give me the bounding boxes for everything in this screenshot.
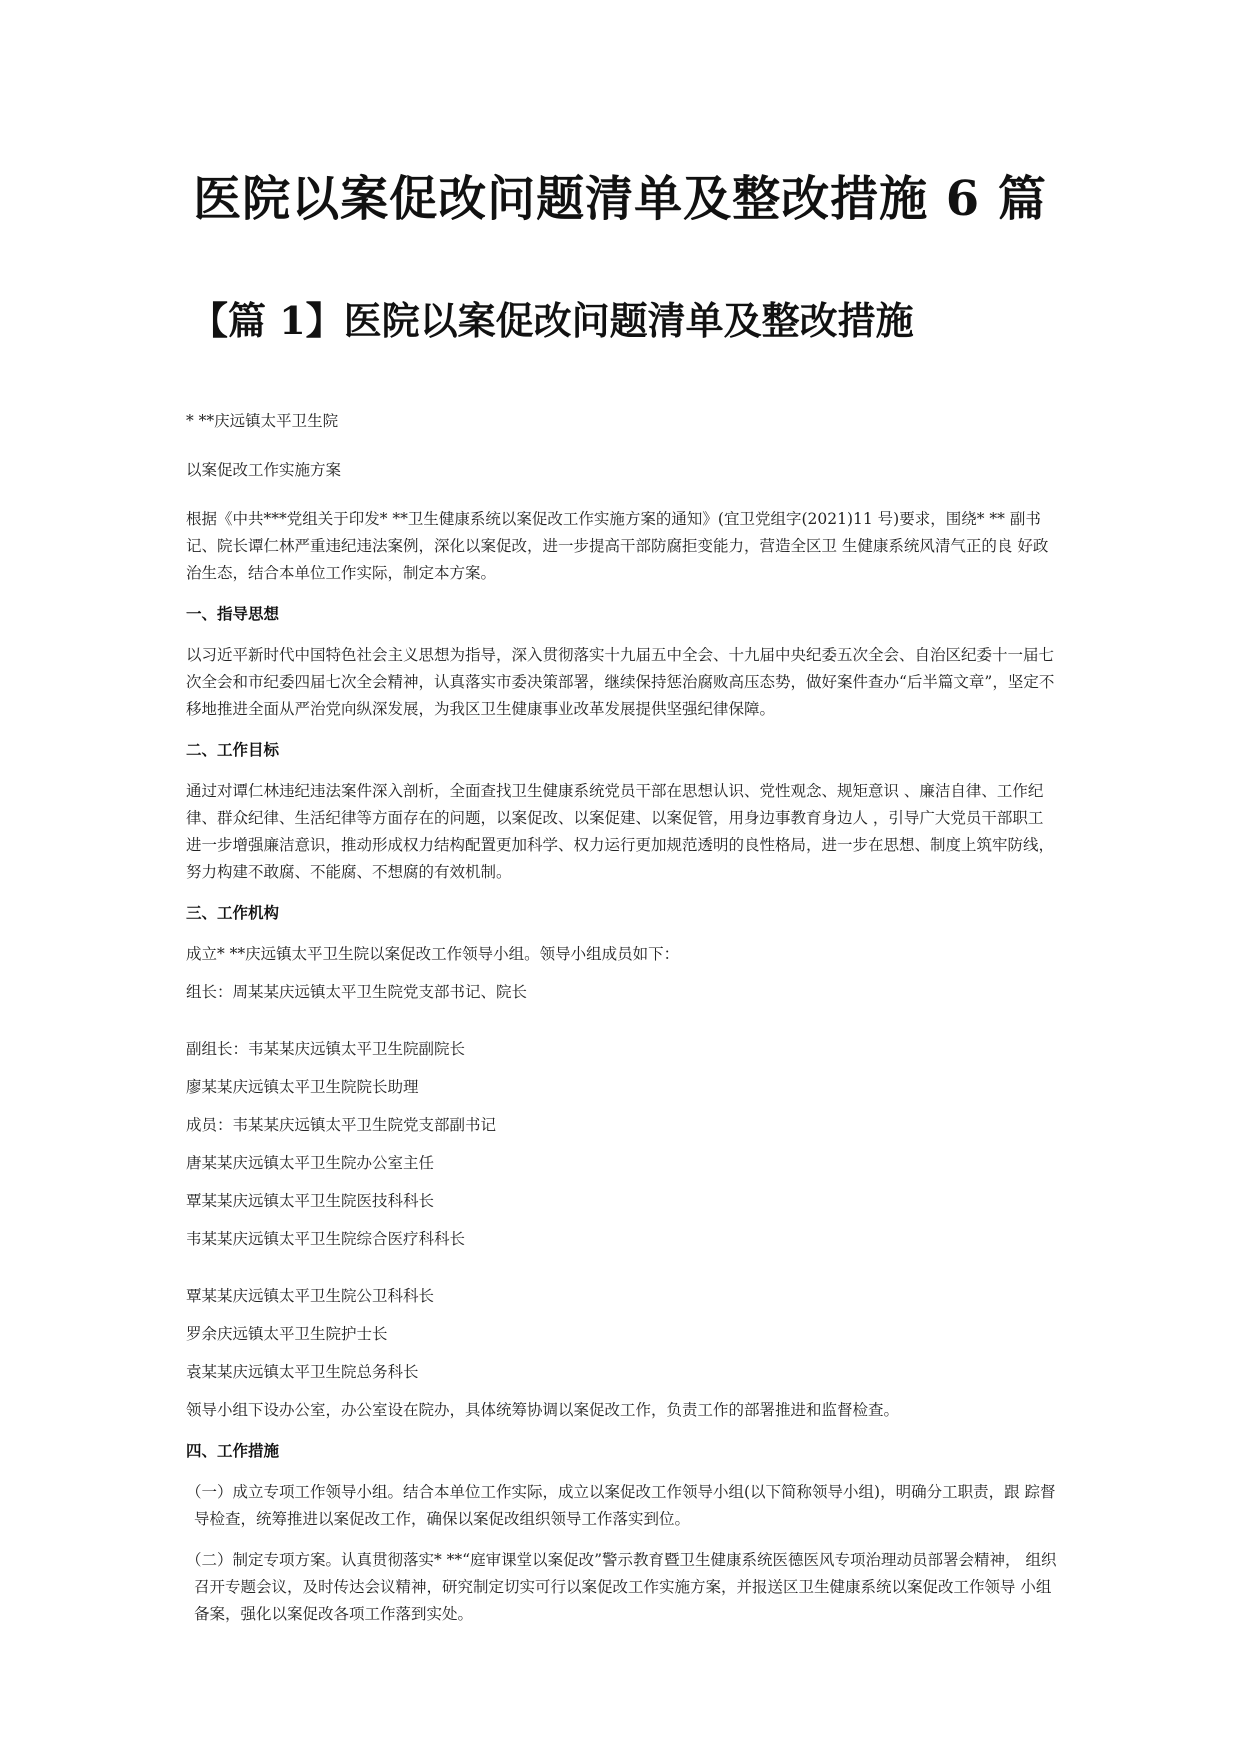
list-item: 唐某某庆远镇太平卫生院办公室主任 bbox=[186, 1154, 435, 1172]
list-item: 罗余庆远镇太平卫生院护士长 bbox=[186, 1325, 388, 1343]
intro-paragraph: 根据《中共***党组关于印发* **卫生健康系统以案促改工作实施方案的通知》(宜卫党组字(2021)11 号)要求，围绕* ** 副书记、院长谭仁林严重违纪违法案例，深化以案促改，进一步提高干部防腐拒变能力，营造全区卫 生健康系统风清气正的良 好政治生态，结合本单位工作实际，制定本方案。 bbox=[186, 510, 1049, 582]
list-item: 成员：韦某某庆远镇太平卫生院党支部副书记 bbox=[186, 1116, 497, 1134]
paragraph-office: 领导小组下设办公室，办公室设在院办，具体统筹协调以案促改工作，负责工作的部署推进和监督检查。 bbox=[186, 1401, 900, 1419]
measure-item-2: （二）制定专项方案。认真贯彻落实* **“庭审课堂以案促改”警示教育暨卫生健康系统医德医风专项治理动员部署会精神， 组织召开专题会议，及时传达会议精神，研究制定切实可行以案促改工作实施方案，并报送区卫生健康系统以案促改工作领导 小组备案，强化以案促改各项工作落到实处。 bbox=[186, 1551, 1057, 1623]
organization-line: * **庆远镇太平卫生院 bbox=[186, 412, 339, 430]
paragraph-guiding-ideology: 以习近平新时代中国特色社会主义思想为指导，深入贯彻落实十九届五中全会、十九届中央纪委五次全会、自治区纪委十一届七次全会和市纪委四届七次全会精神，认真落实市委决策部署，继续保持惩治腐败高压态势，做好案件查办“后半篇文章”，坚定不移地推进全面从严治党向纵深发展，为我区卫生健康事业改革发展提供坚强纪律保障。 bbox=[186, 646, 1055, 718]
paragraph-work-goals: 通过对谭仁林违纪违法案件深入剖析，全面查找卫生健康系统党员干部在思想认识、党性观念、规矩意识 、廉洁自律、工作纪律、群众纪律、生活纪律等方面存在的问题，以案促改、以案促建、以案促管，用身边事教育身边人 ，引导广大党员干部职工进一步增强廉洁意识，推动形成权力结构配置更加科学、权力运行更加规范透明的良性格局，进一步在思想、制度上筑牢防线，努力构建不敢腐、不能腐、不想腐的有效机制。 bbox=[186, 782, 1055, 881]
list-item: 覃某某庆远镇太平卫生院公卫科科长 bbox=[186, 1287, 435, 1305]
list-item: 组长：周某某庆远镇太平卫生院党支部书记、院长 bbox=[186, 983, 528, 1001]
member-list bbox=[186, 979, 1058, 1386]
list-item: 副组长：韦某某庆远镇太平卫生院副院长 bbox=[186, 1040, 466, 1058]
heading-work-organization: 三、工作机构 bbox=[186, 904, 280, 922]
heading-work-measures: 四、工作措施 bbox=[186, 1442, 280, 1460]
heading-guiding-ideology: 一、指导思想 bbox=[186, 605, 280, 623]
list-item: 韦某某庆远镇太平卫生院综合医疗科科长 bbox=[186, 1230, 466, 1248]
document-body bbox=[186, 408, 1058, 1642]
list-item: 廖某某庆远镇太平卫生院院长助理 bbox=[186, 1078, 419, 1096]
document-title: 医院以案促改问题清单及整改措施 6 篇 bbox=[193, 171, 1047, 227]
section-title: 【篇 1】医院以案促改问题清单及整改措施 bbox=[190, 298, 914, 343]
list-item: 覃某某庆远镇太平卫生院医技科科长 bbox=[186, 1192, 435, 1210]
heading-work-goals: 二、工作目标 bbox=[186, 741, 280, 759]
paragraph-work-organization: 成立* **庆远镇太平卫生院以案促改工作领导小组。领导小组成员如下： bbox=[186, 945, 680, 963]
measure-item-1: （一）成立专项工作领导小组。结合本单位工作实际，成立以案促改工作领导小组(以下简称领导小组)，明确分工职责，跟 踪督导检查，统筹推进以案促改工作，确保以案促改组织领导工作落实到位。 bbox=[186, 1483, 1056, 1528]
plan-title: 以案促改工作实施方案 bbox=[186, 461, 342, 479]
list-item: 袁某某庆远镇太平卫生院总务科长 bbox=[186, 1363, 419, 1381]
